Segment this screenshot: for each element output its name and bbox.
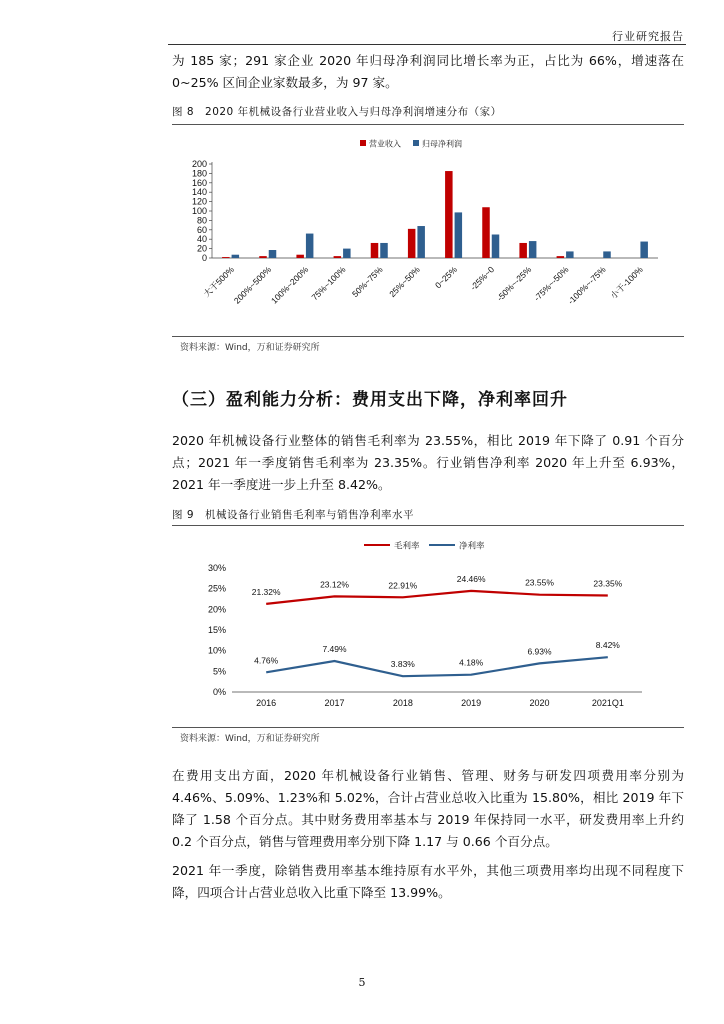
bar-归母净利润-200%~500% xyxy=(269,250,277,258)
x-tick-label: 2020 xyxy=(529,698,550,708)
y-tick-label: 200 xyxy=(191,159,207,169)
y-tick-label: 15% xyxy=(207,625,226,635)
bar-归母净利润--100%~-75% xyxy=(603,251,611,258)
page-number: 5 xyxy=(358,976,366,989)
data-label-净利率-2019: 4.18% xyxy=(459,657,484,668)
y-tick-label: 140 xyxy=(191,187,207,198)
x-tick-label: 200%~500% xyxy=(231,264,274,306)
x-tick-label: -75%~-50% xyxy=(531,264,571,303)
y-tick-label: 30% xyxy=(207,563,226,573)
x-tick-label: 25%~50% xyxy=(387,264,422,299)
x-tick-label: 100%~200% xyxy=(268,264,311,306)
line-chart-axes xyxy=(208,563,642,708)
line-chart-series xyxy=(252,574,623,676)
x-tick-label: 2018 xyxy=(392,698,413,708)
bar-归母净利润-100%~200% xyxy=(306,234,314,258)
y-tick-label: 80 xyxy=(196,215,207,226)
bar-归母净利润-75%~100% xyxy=(343,249,351,258)
y-tick-label: 0 xyxy=(201,253,207,263)
y-tick-label: 40 xyxy=(196,234,207,245)
y-tick-label: 60 xyxy=(196,224,207,235)
data-label-毛利率-2019: 24.46% xyxy=(456,573,486,584)
figure8-source: 资料来源：Wind，万和证券研究所 xyxy=(180,343,320,353)
bar-营业收入-50%~75% xyxy=(371,243,379,258)
bar-chart-bars xyxy=(222,171,648,258)
figure9-bottom-rule xyxy=(172,727,684,728)
paragraph-expenses: 在费用支出方面，2020 年机械设备行业销售、管理、财务与研发四项费用率分别为 4.46%、5.09%、1.23%和 5.02%，合计占营业总收入比重为 15.80%，相比 2019 年下降了 1.58 个百分点。其中财务费用率基本与 2019 年保持同一水平，研发费用率上升约 0.2 个百分点，销售与管理费用率分别下降 1.17 与 0.66 个百分点。 xyxy=(172,768,684,849)
line-chart-legend xyxy=(364,541,485,551)
bar-营业收入--50%~-25% xyxy=(519,243,527,258)
bar-营业收入-25%~50% xyxy=(408,229,416,258)
data-label-毛利率-2020: 23.55% xyxy=(525,577,554,588)
y-tick-label: 25% xyxy=(207,583,226,594)
data-label-毛利率-2018: 22.91% xyxy=(388,580,418,591)
figure8-top-rule xyxy=(172,124,684,125)
x-tick-label: 0~25% xyxy=(433,264,459,291)
data-label-毛利率-2017: 23.12% xyxy=(320,579,349,590)
bar-chart-axes xyxy=(192,159,658,263)
legend-swatch-0 xyxy=(360,140,366,146)
bar-营业收入--25%~0 xyxy=(482,207,490,258)
bar-营业收入-75%~100% xyxy=(334,256,342,258)
legend-label-1: 净利率 xyxy=(459,540,485,551)
paragraph-top: 为 185 家；291 家企业 2020 年归母净利润同比增长率为正，占比为 66%，增速落在 0~25% 区间企业家数最多，为 97 家。 xyxy=(172,53,684,90)
bar-营业收入--75%~-50% xyxy=(557,256,565,258)
x-tick-label: 小于-100% xyxy=(608,264,645,301)
bar-归母净利润-0~25% xyxy=(455,212,463,258)
legend-swatch-1 xyxy=(413,140,419,146)
x-tick-label: 大于500% xyxy=(201,264,236,299)
figure8-bottom-rule xyxy=(172,336,684,337)
figure9-title: 图 9 机械设备行业销售毛利率与销售净利率水平 xyxy=(172,509,415,521)
data-label-净利率-2016: 4.76% xyxy=(254,655,279,666)
bar-归母净利润--25%~0 xyxy=(492,235,500,259)
bar-营业收入-200%~500% xyxy=(259,256,267,258)
series-line-毛利率 xyxy=(266,591,608,604)
paragraph-profitability: 2020 年机械设备行业整体的销售毛利率为 23.55%，相比 2019 年下降了 0.91 个百分点；2021 年一季度销售毛利率为 23.35%。行业销售净利率 2020 年上升至 6.93%，2021 年一季度进一步上升至 8.42%。 xyxy=(172,433,684,492)
bar-归母净利润--50%~-25% xyxy=(529,241,537,258)
data-label-净利率-2017: 7.49% xyxy=(322,644,347,655)
x-tick-label: 2021Q1 xyxy=(591,698,624,708)
y-tick-label: 20 xyxy=(196,243,207,254)
x-tick-label: -50%~-25% xyxy=(494,264,534,303)
y-tick-label: 160 xyxy=(191,177,207,188)
x-tick-label: 2019 xyxy=(461,698,482,708)
x-tick-label: 75%~100% xyxy=(309,264,348,303)
data-label-净利率-2018: 3.83% xyxy=(390,659,415,670)
bar-营业收入-0~25% xyxy=(445,171,453,258)
x-tick-label: -100%~-75% xyxy=(565,264,608,307)
x-tick-label: 2016 xyxy=(256,698,277,708)
y-tick-label: 180 xyxy=(191,168,207,179)
paragraph-q1: 2021 年一季度，除销售费用率基本维持原有水平外，其他三项费用率均出现不同程度下降，四项合计占营业总收入比重下降至 13.99%。 xyxy=(172,863,684,900)
bar-营业收入-100%~200% xyxy=(296,255,304,258)
y-tick-label: 5% xyxy=(212,666,226,677)
legend-label-0: 营业收入 xyxy=(369,139,401,149)
bar-chart-legend xyxy=(360,139,462,149)
data-label-净利率-2021Q1: 8.42% xyxy=(595,640,620,651)
data-label-净利率-2020: 6.93% xyxy=(527,646,552,657)
line-chart xyxy=(172,530,684,725)
legend-label-1: 归母净利润 xyxy=(422,139,462,149)
bar-chart xyxy=(172,128,684,333)
bar-归母净利润-大于500% xyxy=(232,255,240,258)
bar-chart-x-labels xyxy=(202,264,646,306)
data-label-毛利率-2021Q1: 23.35% xyxy=(593,578,623,589)
x-tick-label: -25%~0 xyxy=(468,264,497,293)
bar-归母净利润-25%~50% xyxy=(417,226,425,258)
y-tick-label: 120 xyxy=(191,196,207,207)
x-tick-label: 50%~75% xyxy=(350,264,385,299)
bar-营业收入-大于500% xyxy=(222,257,230,258)
x-tick-label: 2017 xyxy=(324,698,345,708)
figure9-top-rule xyxy=(172,525,684,526)
bar-归母净利润--75%~-50% xyxy=(566,251,574,258)
y-tick-label: 10% xyxy=(207,645,226,656)
data-label-毛利率-2016: 21.32% xyxy=(251,586,281,597)
figure9-source: 资料来源：Wind，万和证券研究所 xyxy=(180,734,320,744)
y-tick-label: 100 xyxy=(191,206,207,216)
header-title: 行业研究报告 xyxy=(612,30,684,43)
bar-归母净利润-小于-100% xyxy=(640,242,648,258)
section-heading: （三）盈利能力分析：费用支出下降，净利率回升 xyxy=(172,390,568,410)
series-line-净利率 xyxy=(266,657,608,676)
header-rule xyxy=(168,44,686,45)
legend-label-0: 毛利率 xyxy=(394,540,420,551)
bar-归母净利润-50%~75% xyxy=(380,243,388,258)
y-tick-label: 0% xyxy=(212,687,226,697)
y-tick-label: 20% xyxy=(207,604,226,615)
figure8-title: 图 8 2020 年机械设备行业营业收入与归母净利润增速分布（家） xyxy=(172,106,502,118)
